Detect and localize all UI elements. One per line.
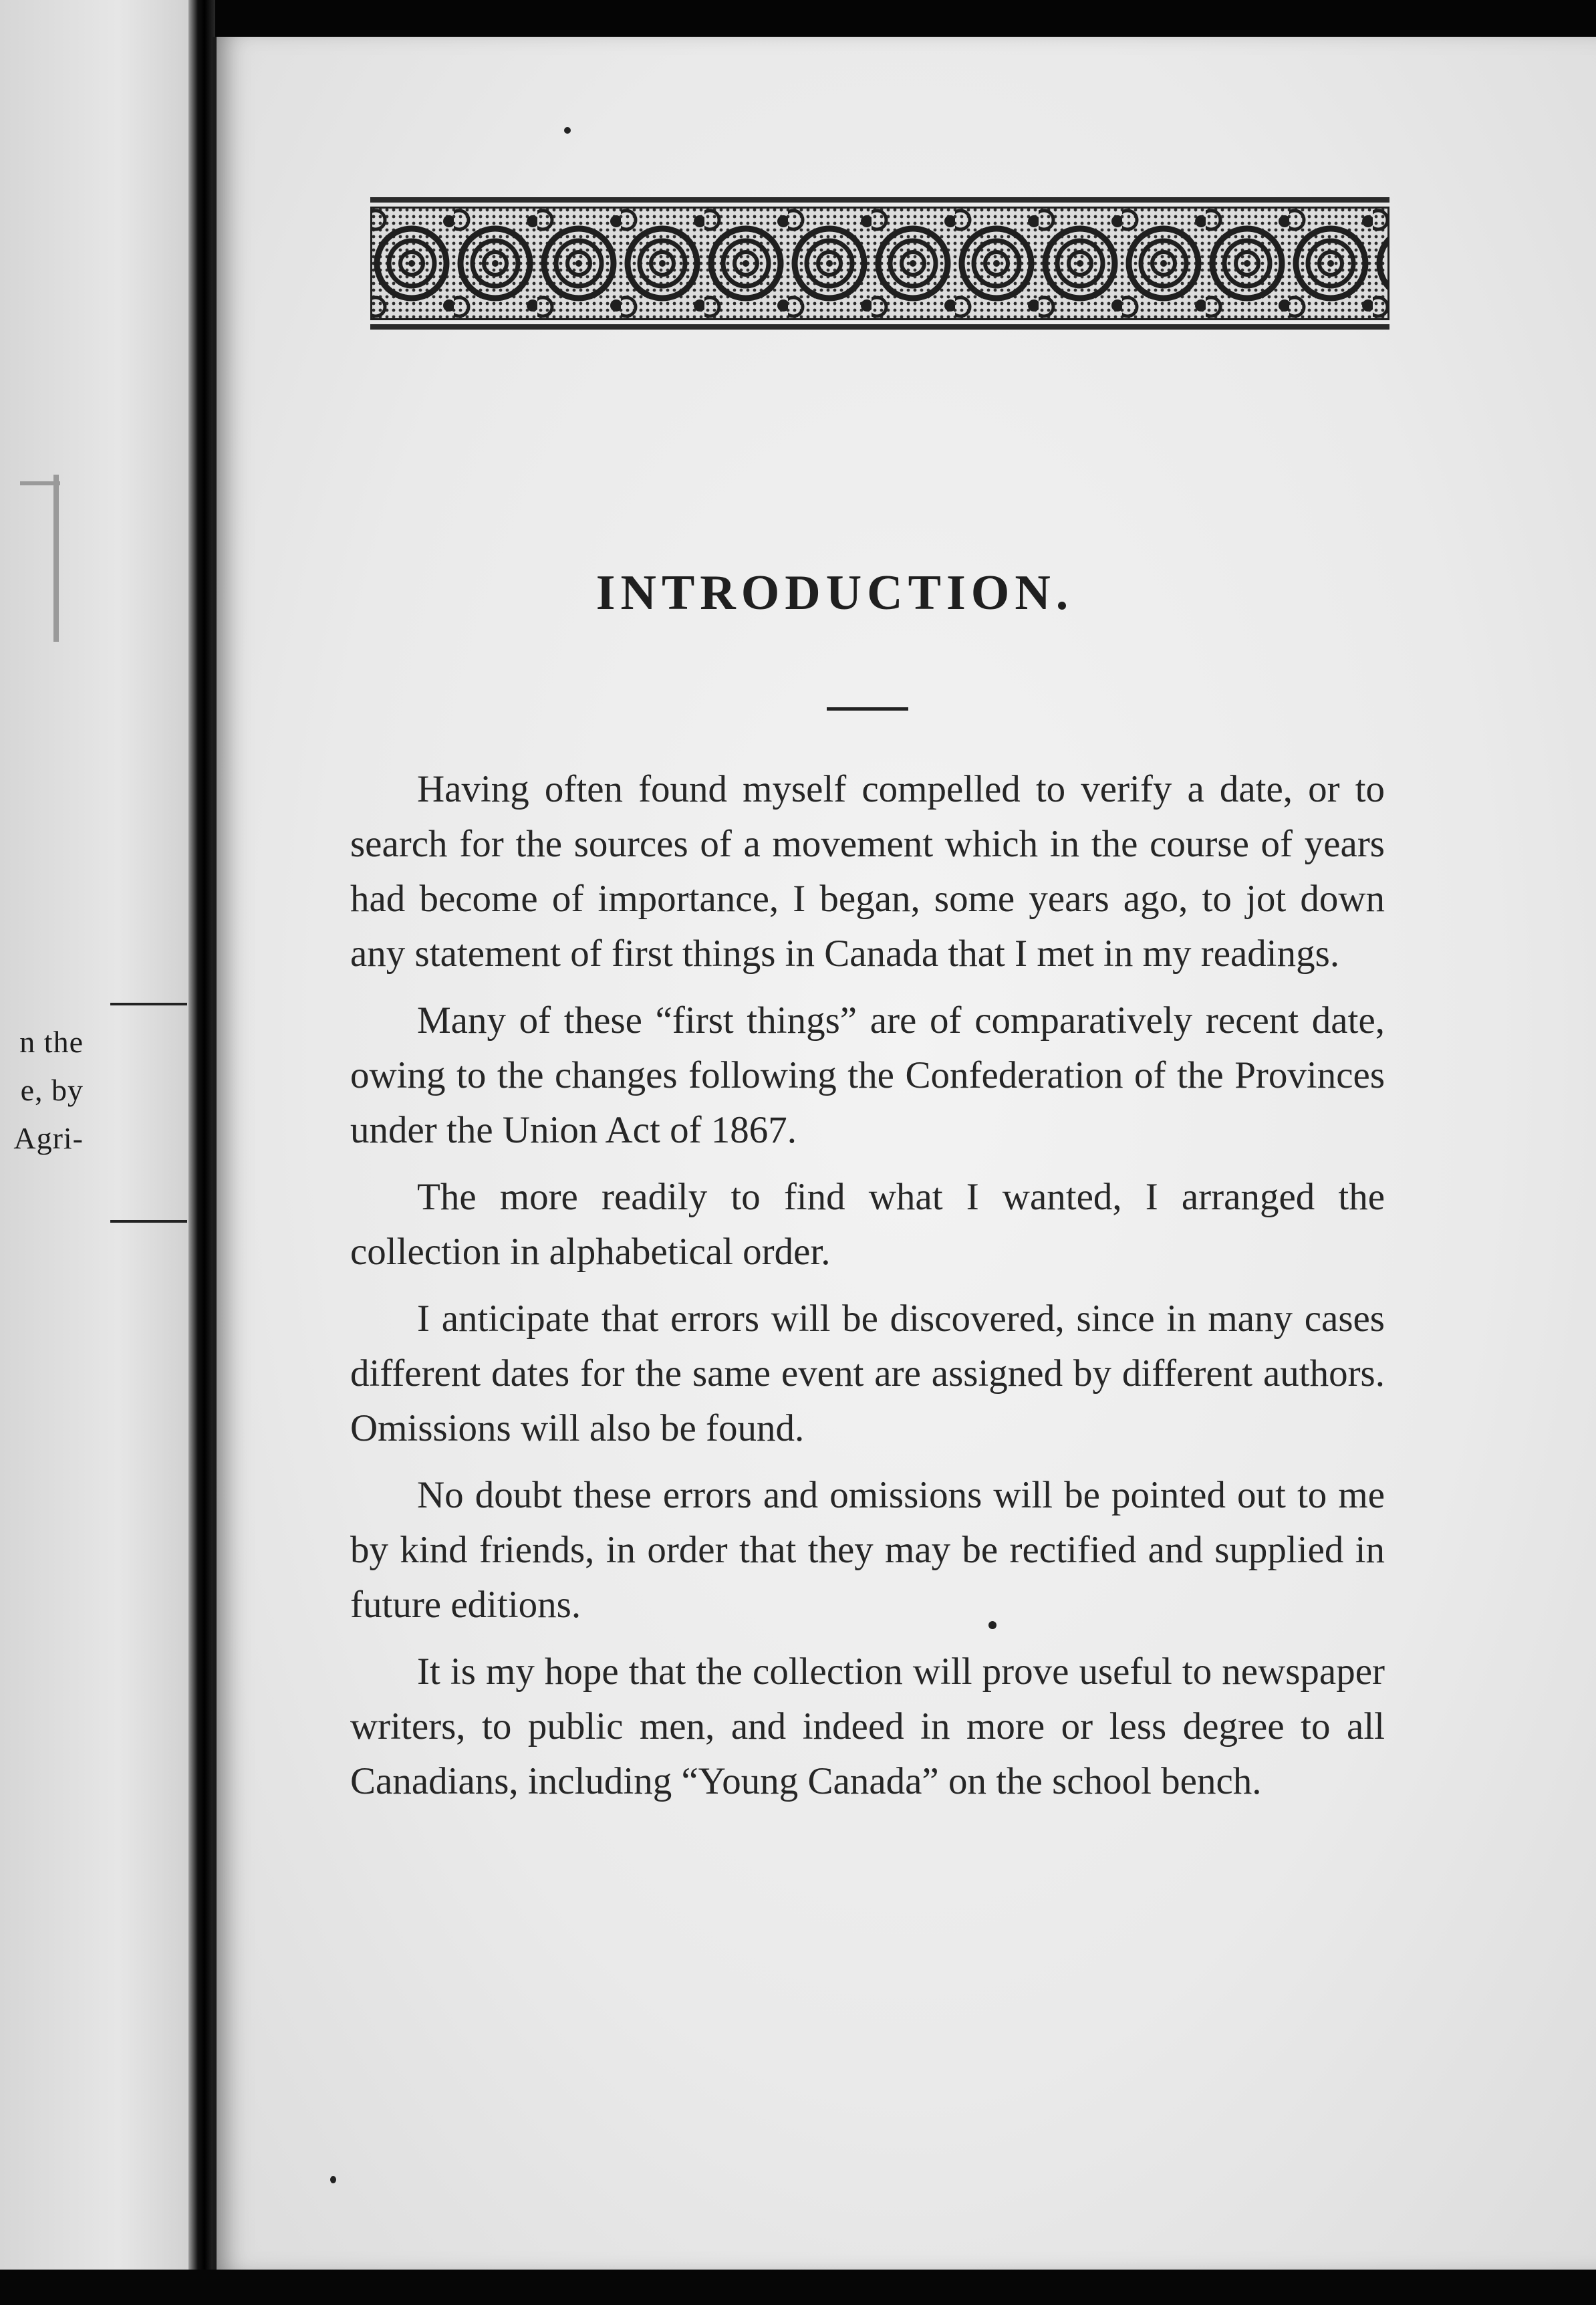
ink-speck: [564, 127, 571, 134]
facing-page-rule: [110, 1220, 187, 1223]
facing-page-fragment: Agri-: [13, 1121, 84, 1155]
ink-speck: [330, 2176, 336, 2183]
facing-page-rule: [110, 1003, 187, 1005]
bleed-through-mark: [53, 475, 59, 642]
paragraph: The more readily to find what I wanted, I arranged the collection in alphabetical order.: [350, 1176, 1385, 1273]
header-ornament: [370, 197, 1389, 330]
page-title: INTRODUCTION.: [595, 566, 1074, 620]
facing-page-fragment: n the: [19, 1025, 84, 1059]
ink-speck: [988, 1621, 996, 1629]
scroll-ornament: [370, 207, 1389, 320]
paragraph: No doubt these errors and omissions will be pointed out to me by kind friends, in order that they may be rectified and supplied in future editions.: [350, 1474, 1385, 1626]
scan-border: [0, 2270, 1596, 2305]
facing-page-fragment: e, by: [20, 1073, 84, 1107]
ornament-rule-top: [370, 197, 1389, 203]
ornament-rule-bottom: [370, 324, 1389, 330]
title-rule: [827, 707, 908, 711]
paragraph: Many of these “first things” are of comparatively recent date, owing to the changes following the Confederation of the Provinces under the Union Act of 1867.: [350, 999, 1385, 1151]
book-page: [213, 37, 1596, 2270]
facing-page: [0, 0, 197, 2305]
body-text: [350, 762, 1385, 1821]
book-gutter: [188, 0, 215, 2305]
paragraph: It is my hope that the collection will prove useful to newspaper writers, to public men, and indeed in more or less degree to all Canadians, including “Young Canada” on the school bench.: [350, 1651, 1385, 1802]
paragraph: I anticipate that errors will be discovered, since in many cases different dates for the same event are assigned by different authors. Omissions will also be found.: [350, 1298, 1385, 1449]
paragraph: Having often found myself compelled to verify a date, or to search for the sources of a movement which in the course of years had become of importance, I began, some years ago, to jot down any statement of first things in Canada that I met in my readings.: [350, 768, 1385, 975]
bleed-through-mark: [20, 481, 60, 485]
